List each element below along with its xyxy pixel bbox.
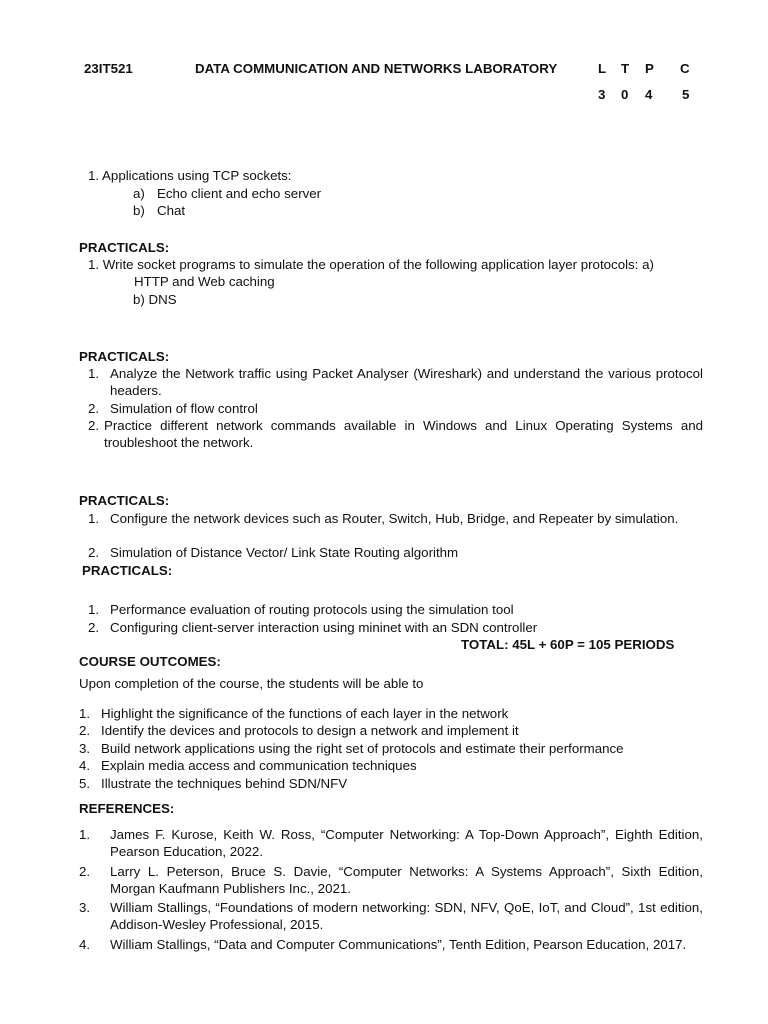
unit1-sub-a-marker: a) xyxy=(133,186,145,201)
ltpc-value-t: 0 xyxy=(621,87,629,102)
unit3-item-1-text: Analyze the Network traffic using Packet Analyser (Wireshark) and understand the various protocol headers. xyxy=(110,366,703,398)
unit4-item-2-text: Simulation of Distance Vector/ Link State Routing algorithm xyxy=(110,545,459,560)
unit5-item-1-text: Performance evaluation of routing protocols using the simulation tool xyxy=(110,602,514,617)
unit4-item-1-text: Configure the network devices such as Router, Switch, Hub, Bridge, and Repeater by simulation. xyxy=(110,511,679,526)
outcome-4-num: 4. xyxy=(79,758,91,773)
outcome-5-num: 5. xyxy=(79,776,91,791)
reference-4-num: 4. xyxy=(79,937,91,952)
unit1-sub-b-marker: b) xyxy=(133,203,145,218)
ltpc-label-c: C xyxy=(680,61,690,76)
outcome-2-text: Identify the devices and protocols to design a network and implement it xyxy=(101,723,519,738)
unit5-heading: PRACTICALS: xyxy=(82,563,173,578)
total-periods: TOTAL: 45L + 60P = 105 PERIODS xyxy=(461,637,675,652)
reference-1-num: 1. xyxy=(79,827,91,842)
reference-3-num: 3. xyxy=(79,900,91,915)
unit5-item-2-text: Configuring client-server interaction using mininet with an SDN controller xyxy=(110,620,538,635)
outcomes-intro: Upon completion of the course, the students will be able to xyxy=(79,676,424,691)
unit3-item-2-num: 2. xyxy=(88,401,100,416)
unit3-heading: PRACTICALS: xyxy=(79,349,170,364)
reference-2-num: 2. xyxy=(79,864,91,879)
course-code: 23IT521 xyxy=(84,61,133,76)
ltpc-value-l: 3 xyxy=(598,87,606,102)
unit4-heading: PRACTICALS: xyxy=(79,493,170,508)
unit4-item-1-num: 1. xyxy=(88,511,100,526)
outcome-5-text: Illustrate the techniques behind SDN/NFV xyxy=(101,776,348,791)
outcomes-heading: COURSE OUTCOMES: xyxy=(79,654,221,669)
outcome-3-num: 3. xyxy=(79,741,91,756)
outcome-4-text: Explain media access and communication techniques xyxy=(101,758,417,773)
outcome-1-text: Highlight the significance of the functions of each layer in the network xyxy=(101,706,509,721)
unit1-item: 1. Applications using TCP sockets: xyxy=(88,168,292,183)
ltpc-label-l: L xyxy=(598,61,607,76)
unit5-item-1-num: 1. xyxy=(88,602,100,617)
outcome-1-num: 1. xyxy=(79,706,91,721)
ltpc-value-c: 5 xyxy=(682,87,690,102)
references-heading: REFERENCES: xyxy=(79,801,175,816)
unit2-heading: PRACTICALS: xyxy=(79,240,170,255)
unit5-item-2-num: 2. xyxy=(88,620,100,635)
reference-4-text: William Stallings, “Data and Computer Communications”, Tenth Edition, Pearson Education, 2017. xyxy=(110,937,687,952)
outcome-3-text: Build network applications using the right set of protocols and estimate their performance xyxy=(101,741,624,756)
unit2-item-line3: b) DNS xyxy=(133,292,177,307)
reference-2-text: Larry L. Peterson, Bruce S. Davie, “Computer Networks: A Systems Approach”, Sixth Edition, Morgan Kaufmann Publishers Inc., 2021. xyxy=(110,864,703,896)
course-title: DATA COMMUNICATION AND NETWORKS LABORATORY xyxy=(195,61,558,76)
reference-1-text: James F. Kurose, Keith W. Ross, “Computer Networking: A Top-Down Approach”, Eighth Edition, Pearson Education, 2022. xyxy=(110,827,703,859)
unit1-sub-b-text: Chat xyxy=(157,203,186,218)
unit3-item-3-num: 2. xyxy=(88,418,100,433)
outcome-2-num: 2. xyxy=(79,723,91,738)
reference-3-text: William Stallings, “Foundations of modern networking: SDN, NFV, QoE, IoT, and Cloud”, 1st edition, Addison-Wesley Professional, 2015. xyxy=(110,900,703,932)
unit3-item-1-num: 1. xyxy=(88,366,100,381)
ltpc-label-t: T xyxy=(621,61,630,76)
ltpc-label-p: P xyxy=(645,61,654,76)
unit2-item-line2: HTTP and Web caching xyxy=(134,274,275,289)
ltpc-value-p: 4 xyxy=(645,87,653,102)
unit1-sub-a-text: Echo client and echo server xyxy=(157,186,322,201)
unit3-item-2-text: Simulation of flow control xyxy=(110,401,258,416)
unit4-item-2-num: 2. xyxy=(88,545,100,560)
unit2-item-line1: 1. Write socket programs to simulate the operation of the following application layer protocols: a) xyxy=(88,257,654,272)
unit3-item-3-text: Practice different network commands available in Windows and Linux Operating Systems and troubleshoot the network. xyxy=(104,418,703,450)
